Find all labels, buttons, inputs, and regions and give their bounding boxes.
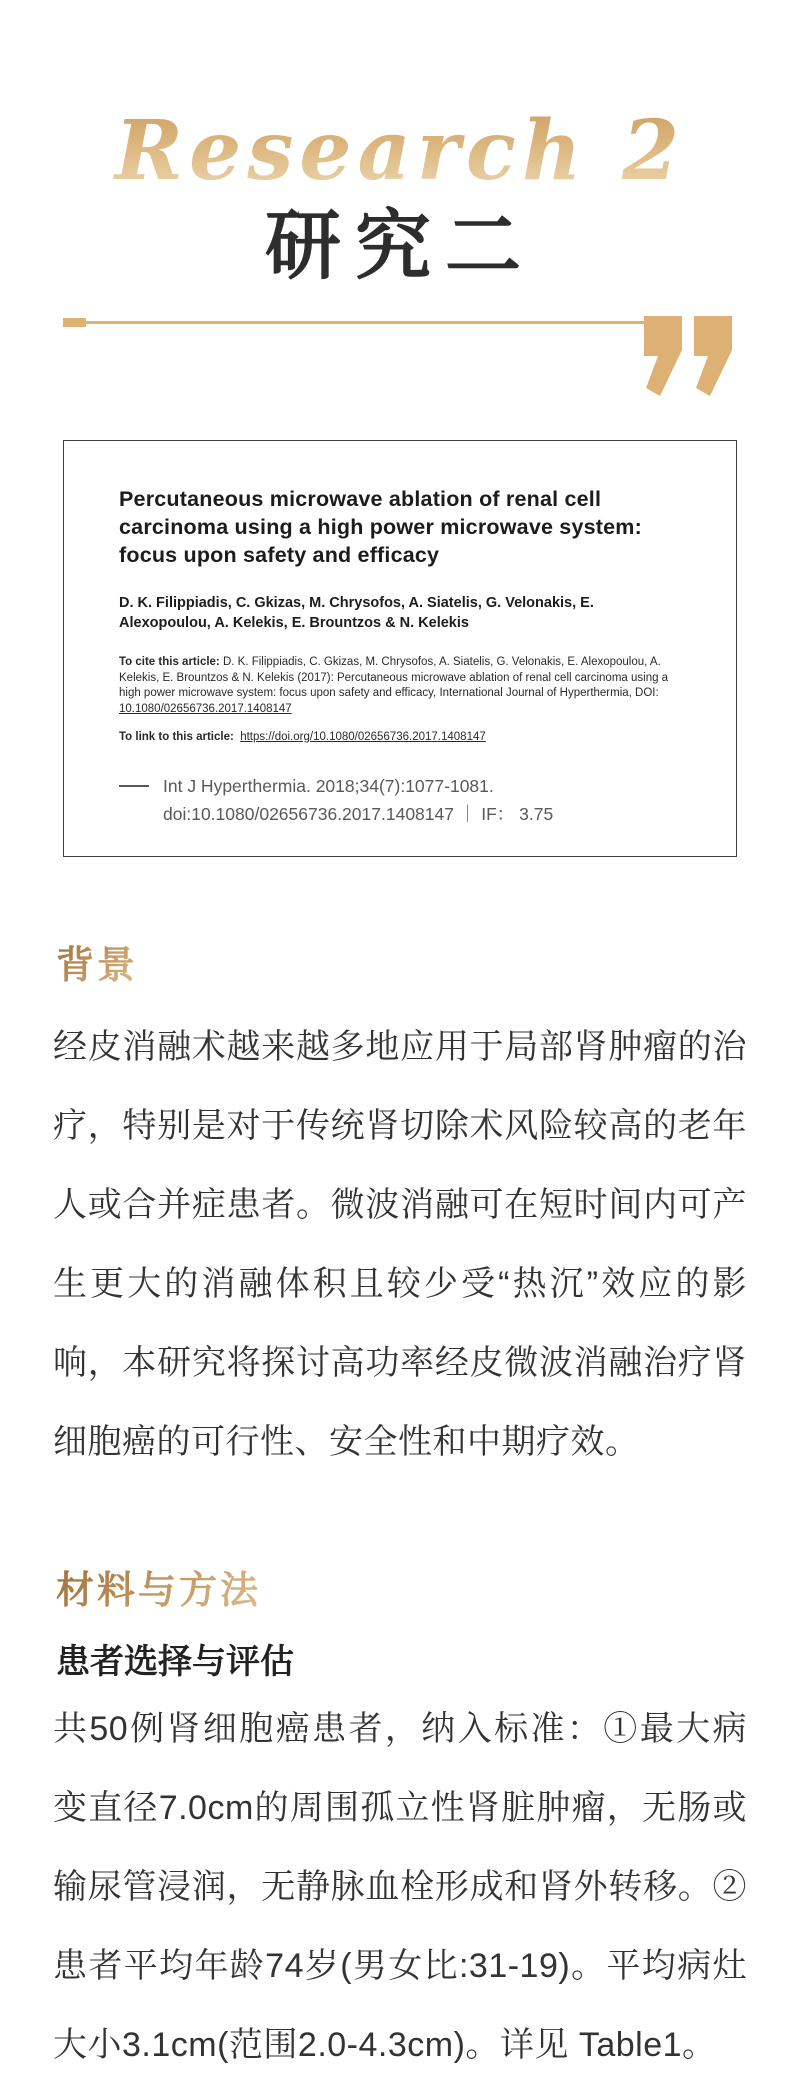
paper-link-block bbox=[119, 730, 694, 746]
cite-text: D. K. Filippiadis, C. Gkizas, M. Chrysofos, A. Siatelis, G. Velonakis, E. Alexopoulou, A. Kelekis, E. Brountzos & N. Kelekis (2017): Percutaneous microwave ablation of renal cell carcinoma using a high power microwave system: focus upon safety and efficacy, International Journal of Hyperthermia, DOI: bbox=[119, 656, 669, 699]
doi-impact-factor: doi:10.1080/02656736.2017.1408147 ｜ IF： 3.75 bbox=[163, 803, 554, 824]
link-label: To link to this article: bbox=[119, 731, 237, 743]
closing-quote-icon bbox=[644, 316, 740, 401]
cite-doi-link[interactable]: 10.1080/02656736.2017.1408147 bbox=[119, 702, 292, 715]
patient-selection-subheading: 患者选择与评估 bbox=[56, 1642, 294, 1681]
journal-citation-footer bbox=[119, 772, 694, 828]
research-cn-title: 研究二 bbox=[265, 200, 535, 290]
cite-label: To cite this article: bbox=[119, 656, 223, 668]
paper-citation-card bbox=[63, 440, 737, 857]
methods-heading: 材料与方法 bbox=[56, 1567, 262, 1612]
paper-authors: D. K. Filippiadis, C. Gkizas, M. Chrysofos, A. Siatelis, G. Velonakis, E. Alexopoulou, A. Kelekis, E. Brountzos & N. Kelekis bbox=[119, 595, 594, 631]
article-page bbox=[0, 92, 800, 2064]
divider-accent-rect bbox=[63, 318, 86, 327]
background-paragraph: 经皮消融术越来越多地应用于局部肾肿瘤的治疗，特别是对于传统肾切除术风险较高的老年人或合并症患者。微波消融可在短时间内可产生更大的消融体积且较少受“热沉”效应的影响，本研究将探讨高功率经皮微波消融治疗肾细胞癌的可行性、安全性和中期疗效。 bbox=[53, 1028, 747, 1461]
journal-reference: Int J Hyperthermia. 2018;34(7):1077-1081. bbox=[163, 775, 494, 796]
section-divider bbox=[63, 314, 740, 394]
divider-rule bbox=[86, 321, 644, 324]
article-url-link[interactable]: https://doi.org/10.1080/02656736.2017.1408147 bbox=[240, 731, 486, 743]
methods-paragraph: 共50例肾细胞癌患者，纳入标准：①最大病变直径7.0cm的周围孤立性肾脏肿瘤，无肠或输尿管浸润，无静脉血栓形成和肾外转移。②患者平均年龄74岁(男女比:31-19)。平均病灶大小3.1cm(范围2.0-4.3cm)。详见 Table1。 bbox=[53, 1709, 747, 2064]
citation-dash bbox=[119, 785, 149, 787]
background-heading: 背景 bbox=[56, 941, 139, 987]
paper-cite-block bbox=[119, 655, 679, 717]
paper-title: Percutaneous microwave ablation of renal cell carcinoma using a high power microwave system: focus upon safety and efficacy bbox=[119, 487, 642, 567]
research-script-title: Research 2 bbox=[0, 92, 800, 211]
